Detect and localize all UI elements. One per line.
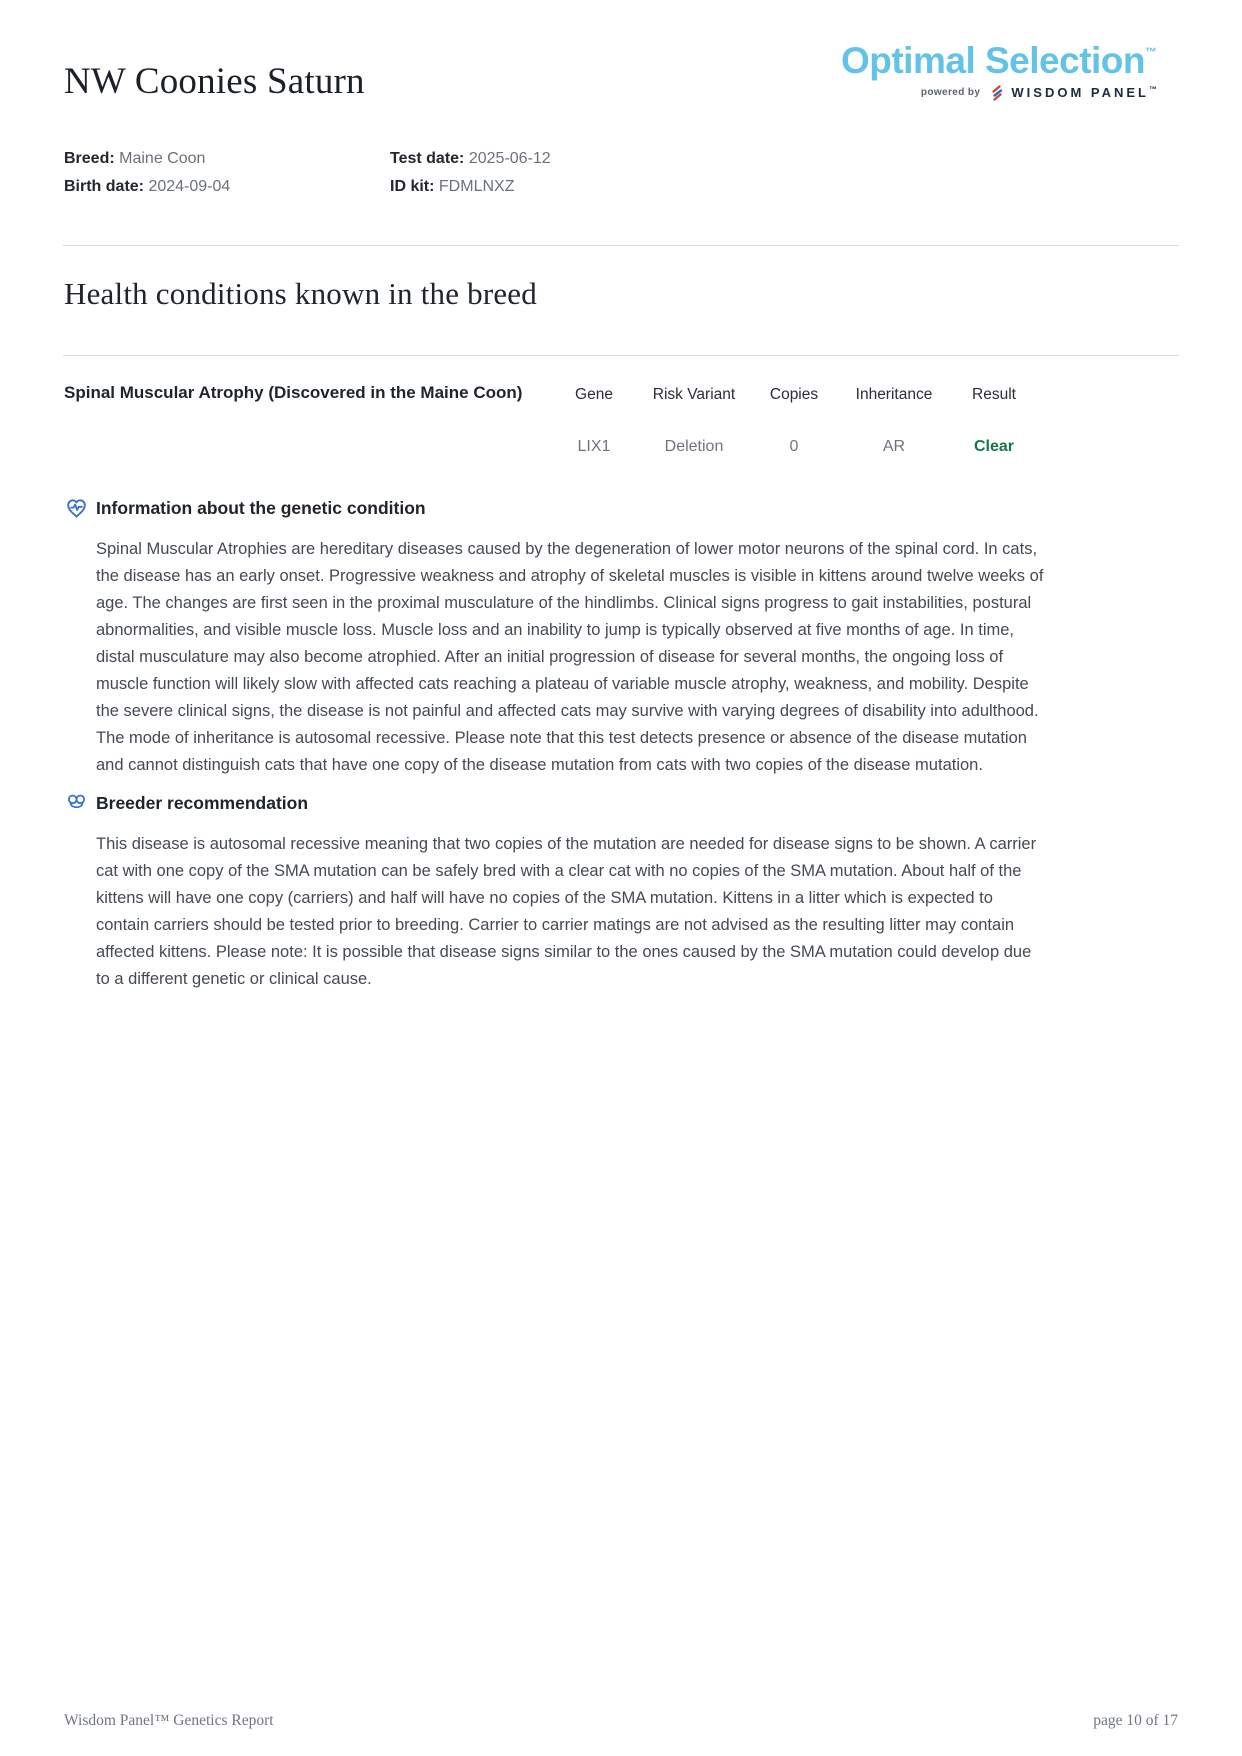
partner-trademark: ™ bbox=[1149, 85, 1157, 95]
optimal-selection-logo bbox=[841, 42, 1157, 101]
table-top-divider bbox=[63, 355, 1179, 356]
brand-wordmark bbox=[841, 42, 1157, 81]
column-header-gene: Gene bbox=[575, 386, 613, 403]
birth-date-field bbox=[64, 178, 230, 196]
table-row bbox=[544, 438, 1044, 456]
test-date-field bbox=[390, 150, 551, 168]
column-header-inheritance: Inheritance bbox=[855, 386, 933, 403]
info-section-body: Spinal Muscular Atrophies are hereditary diseases caused by the degeneration of lower motor neurons of the spinal cord. In cats, the disease has an early onset. Progressive weakness and atrophy of skeletal muscles is visible in kittens around twelve weeks of age. The changes are first seen in the proximal musculature of the hindlimbs. Clinical signs progress to gait instabilities, postural abnormalities, and visible muscle loss. Muscle loss and an inability to jump is typically observed at five months of age. In time, distal musculature may also become atrophied. After an initial progression of disease for several months, the ongoing loss of muscle function will likely slow with affected cats reaching a plateau of variable muscle atrophy, weakness, and mobility. Despite the severe clinical signs, the disease is not painful and affected cats may survive with varying degrees of disability into adulthood. The mode of inheritance is autosomal recessive. Please note that this test detects presence or absence of the disease mutation and cannot distinguish cats that have one copy of the disease mutation from cats with two copies of the disease mutation. bbox=[96, 540, 1044, 774]
info-section-heading: Information about the genetic condition bbox=[96, 498, 426, 518]
birth-date-label: Birth date: bbox=[64, 178, 144, 195]
breeder-section-body: This disease is autosomal recessive meaning that two copies of the mutation are needed for disease signs to be shown. A carrier cat with one copy of the SMA mutation can be safely bred with a clear cat with no copies of the SMA mutation. About half of the kittens will have one copy (carriers) and half will have no copies of the SMA mutation. Kittens in a litter which is expected to contain carriers should be tested prior to breeding. Carrier to carrier matings are not advised as the resulting litter may contain affected kittens. Please note: It is possible that disease signs similar to the ones caused by the SMA mutation could develop due to a different genetic or clinical cause. bbox=[96, 835, 1037, 988]
powered-by-label: powered by bbox=[920, 87, 981, 99]
page-title: NW Coonies Saturn bbox=[64, 61, 365, 102]
column-header-result: Result bbox=[972, 386, 1016, 403]
column-header-risk-variant: Risk Variant bbox=[652, 386, 736, 403]
breed-label: Breed: bbox=[64, 150, 115, 167]
brand-trademark: ™ bbox=[1145, 45, 1157, 59]
result-badge: Clear bbox=[973, 438, 1015, 455]
powered-by-row bbox=[841, 85, 1157, 101]
brand-text: Optimal Selection bbox=[840, 40, 1145, 81]
breed-field bbox=[64, 150, 205, 168]
condition-name: Spinal Muscular Atrophy (Discovered in the Maine Coon) bbox=[64, 383, 523, 402]
dna-helix-icon bbox=[989, 85, 1005, 101]
test-date-label: Test date: bbox=[390, 150, 465, 167]
section-title: Health conditions known in the breed bbox=[64, 276, 537, 311]
breed-value: Maine Coon bbox=[119, 150, 206, 167]
inheritance-value: AR bbox=[882, 438, 906, 455]
gene-value: LIX1 bbox=[577, 438, 611, 455]
footer-report-title: Wisdom Panel™ Genetics Report bbox=[64, 1712, 274, 1729]
table-header-row bbox=[544, 386, 1044, 404]
id-kit-label: ID kit: bbox=[390, 178, 435, 195]
partner-text: WISDOM PANEL bbox=[1011, 85, 1149, 101]
column-header-copies: Copies bbox=[769, 386, 819, 403]
wisdom-panel-logo bbox=[989, 85, 1157, 101]
id-kit-value: FDMLNXZ bbox=[438, 178, 515, 195]
footer-page-number: page 10 of 17 bbox=[1093, 1712, 1178, 1729]
test-date-value: 2025-06-12 bbox=[468, 150, 551, 167]
breeder-section-heading: Breeder recommendation bbox=[96, 793, 309, 813]
copies-value: 0 bbox=[789, 438, 799, 455]
risk-variant-value: Deletion bbox=[664, 438, 724, 455]
partner-wordmark bbox=[1011, 85, 1157, 100]
breeder-icon bbox=[63, 789, 90, 816]
header-divider bbox=[63, 245, 1179, 246]
birth-date-value: 2024-09-04 bbox=[148, 178, 231, 195]
heart-pulse-icon bbox=[63, 494, 90, 521]
id-kit-field bbox=[390, 178, 514, 196]
